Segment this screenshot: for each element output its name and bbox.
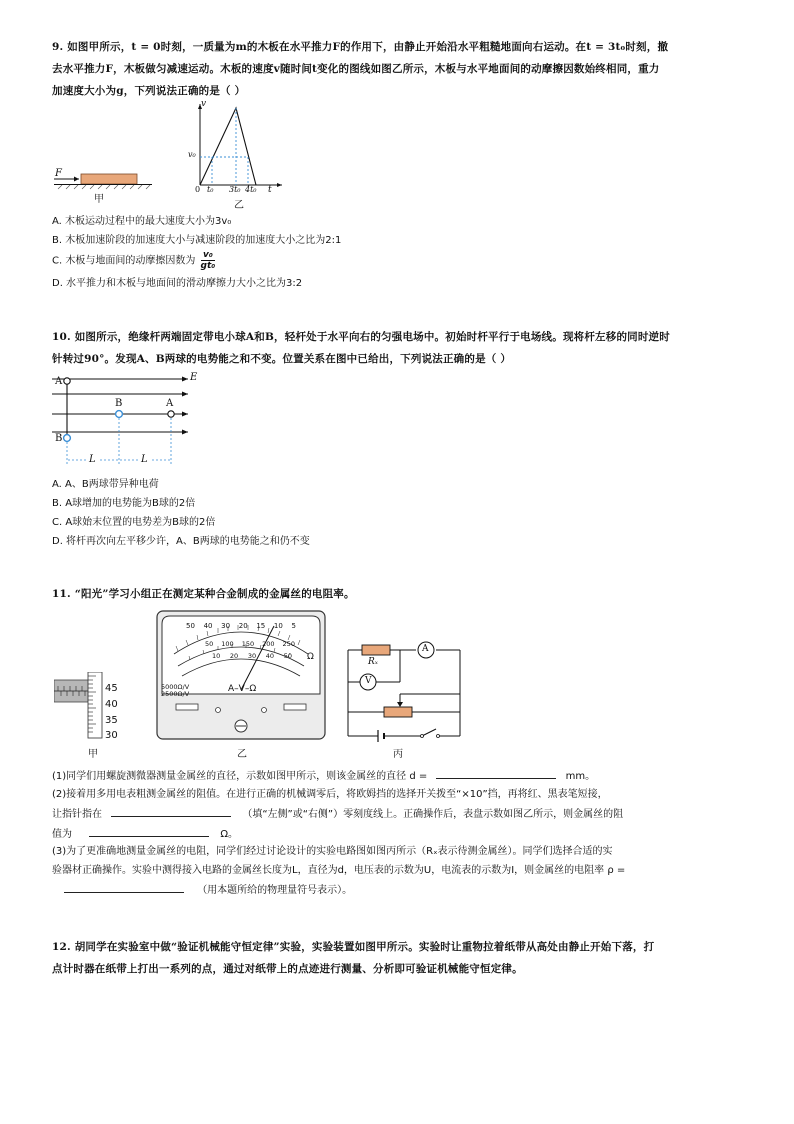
q11-part-2 [52, 785, 752, 844]
q9-caption-yi: 乙 [234, 200, 244, 211]
q11-scale-top [186, 622, 296, 630]
q11-scale-top-4: 15 [256, 622, 266, 630]
q9-v0-label: v₀ [188, 150, 196, 159]
q11-micrometer-tick-40: 40 [105, 699, 118, 710]
q11-micrometer-tick-30: 30 [105, 730, 118, 741]
q10-line-1: 10. 如图所示，绝缘杆两端固定带电小球A和B，轻杆处于水平向右的匀强电场中。初始时杆平行于电场线。现将杆左移的同时逆时 [52, 331, 670, 343]
q9-t0-label: t₀ [207, 185, 214, 194]
q9-option-a: A. 木板运动过程中的最大速度大小为3v₀ [52, 216, 232, 227]
q11-scale-mid-1: 100 [221, 640, 234, 648]
q9-t-axis-label: t [268, 185, 272, 195]
q10-figure [52, 372, 202, 472]
q11-part-1-unit: mm。 [565, 771, 596, 782]
q9-option-d: D. 水平推力和木板与地面间的滑动摩擦力大小之比为3:2 [52, 278, 303, 289]
q9-figure-jia [54, 165, 154, 205]
q11-rx-label: Rₓ [368, 657, 378, 667]
q11-part-3-line-3 [52, 880, 752, 900]
q11-part-2-unit: Ω。 [220, 829, 239, 840]
q11-part-2-text-a: 让指针指在 [52, 809, 102, 820]
q9-option-c-fraction [201, 250, 216, 271]
q11-part-2-line-2 [52, 804, 752, 824]
q11-micrometer-tick-35: 35 [105, 715, 118, 726]
q9-line-3: 加速度大小为g，下列说法正确的是（ ） [52, 85, 246, 97]
q11-scale-low-1: 20 [229, 652, 239, 660]
q11-scale-top-1: 40 [203, 622, 213, 630]
q11-scale-mid-4: 250 [282, 640, 295, 648]
q11-multimeter-note-2: 2500Ω/V [161, 690, 190, 698]
q9-v-axis-label: v [201, 99, 207, 109]
q9-option-c-text: C. 木板与地面间的动摩擦因数为 [52, 255, 196, 267]
q10-option-a: A. A、B两球带异种电荷 [52, 479, 159, 490]
q10-L-label-2: L [141, 454, 148, 465]
q11-part-1-text: (1)同学们用螺旋测微器测量金属丝的直径，示数如图甲所示，则该金属丝的直径 d = [52, 771, 428, 782]
q11-scale-low-3: 40 [265, 652, 275, 660]
q11-answer-blank-resistivity[interactable] [64, 880, 184, 893]
q11-title: 11. “阳光”学习小组正在测定某种合金制成的金属丝的电阻率。 [52, 588, 355, 600]
q11-part-3-text: （用本题所给的物理量符号表示）。 [197, 885, 353, 896]
q11-micrometer-tick-45: 45 [105, 683, 118, 694]
q11-part-3-line-2: 验器材正确操作。实验中测得接入电路的金属丝长度为L，直径为d，电压表的示数为U，电流表的示数为I，则金属丝的电阻率 ρ = [52, 865, 626, 876]
q10-option-c: C. A球始末位置的电势差为B球的2倍 [52, 517, 216, 528]
q9-origin-label: 0 [195, 185, 201, 194]
q9-caption-jia: 甲 [94, 194, 104, 205]
q11-scale-top-3: 20 [238, 622, 248, 630]
q11-part-2-text-b: （填“左侧”或“右侧”）零刻度线上。正确操作后，表盘示数如图乙所示，则金属丝的阻 [242, 809, 624, 820]
q10-stem [52, 326, 752, 370]
q11-scale-low-2: 30 [247, 652, 257, 660]
q11-ammeter-label: A [422, 644, 429, 654]
q12-line-2: 点计时器在纸带上打出一系列的点，通过对纸带上的点迹进行测量、分析即可验证机械能守恒定律。 [52, 963, 523, 975]
q11-part-3 [52, 842, 752, 900]
q11-scale-top-6: 5 [291, 622, 296, 630]
q10-option-d: D. 将杆再次向左平移少许，A、B两球的电势能之和仍不变 [52, 536, 310, 547]
q9-line-1: 9. 如图甲所示，t = 0时刻，一质量为m的木板在水平推力F的作用下，由静止开始沿水平粗糙地面向右运动。在t = 3t₀时刻，撤 [52, 41, 669, 53]
q9-3t0-label: 3t₀ [229, 185, 241, 194]
q11-part-2-text-c: 值为 [52, 829, 72, 840]
q10-A-initial-label: A [55, 376, 63, 387]
q9-option-c [52, 250, 215, 271]
q11-circuit-figure [344, 640, 466, 742]
q11-scale-mid [205, 640, 295, 648]
q11-caption-bing: 丙 [393, 749, 403, 760]
q11-scale-low-0: 10 [212, 652, 221, 660]
q9-option-b: B. 木板加速阶段的加速度大小与减速阶段的加速度大小之比为2:1 [52, 235, 342, 246]
q10-line-2: 针转过90°。发现A、B两球的电势能之和不变。位置关系在图中已给出，下列说法正确的是（ ） [52, 353, 512, 365]
q9-fraction-denominator: gt₀ [200, 261, 216, 271]
q11-scale-mid-3: 200 [262, 640, 275, 648]
q9-stem [52, 36, 752, 102]
q10-A-label-top: A [166, 398, 174, 409]
q9-force-label: F [55, 168, 62, 179]
q11-scale-low [212, 652, 292, 660]
q11-scale-top-0: 50 [186, 622, 195, 630]
q11-part-2-line-1: (2)接着用多用电表粗测金属丝的阻值。在进行正确的机械调零后，将欧姆挡的选择开关拨至“×10”挡，再将红、黑表笔短接， [52, 789, 608, 800]
q11-part-1 [52, 766, 752, 786]
q9-4t0-label: 4t₀ [245, 185, 257, 194]
q9-line-2: 去水平推力F，木板做匀减速运动。木板的速度v随时间t变化的图线如图乙所示，木板与水平地面间的动摩擦因数始终相同，重力 [52, 63, 660, 75]
q11-multimeter-note-1: 5000Ω/V [161, 683, 190, 691]
q11-answer-blank-side[interactable] [111, 804, 231, 817]
q11-voltmeter-label: V [365, 676, 372, 686]
q11-scale-mid-2: 150 [241, 640, 255, 648]
q11-scale-top-5: 10 [273, 622, 283, 630]
q11-answer-blank-diameter[interactable] [436, 766, 556, 779]
q9-fraction-numerator: v₀ [201, 250, 216, 261]
q10-E-label: E [190, 372, 198, 383]
q10-B-initial-label: B [55, 433, 63, 444]
q11-scale-mid-0: 50 [205, 640, 214, 648]
q11-caption-yi: 乙 [237, 749, 247, 760]
q10-L-label-1: L [89, 454, 96, 465]
q11-part-3-line-1: (3)为了更准确地测量金属丝的电阻，同学们经过讨论设计的实验电路图如图丙所示（Rₓ表示待测金属丝）。同学们选择合适的实 [52, 846, 613, 857]
q11-scale-top-2: 30 [221, 622, 231, 630]
q11-caption-jia: 甲 [88, 749, 98, 760]
q12-line-1: 12. 胡同学在实验室中做“验证机械能守恒定律”实验，实验装置如图甲所示。实验时让重物拉着纸带从高处由静止开始下落，打 [52, 941, 655, 953]
q11-multimeter-brand: A–V–Ω [228, 684, 257, 694]
q11-part-2-line-3 [52, 824, 752, 844]
q11-scale-low-4: 50 [283, 652, 292, 660]
q10-B-label-top: B [115, 398, 123, 409]
q10-option-b: B. A球增加的电势能为B球的2倍 [52, 498, 196, 509]
q11-ohm-symbol: Ω [307, 652, 314, 662]
q11-answer-blank-resistance[interactable] [89, 824, 209, 837]
q12-stem [52, 936, 752, 980]
